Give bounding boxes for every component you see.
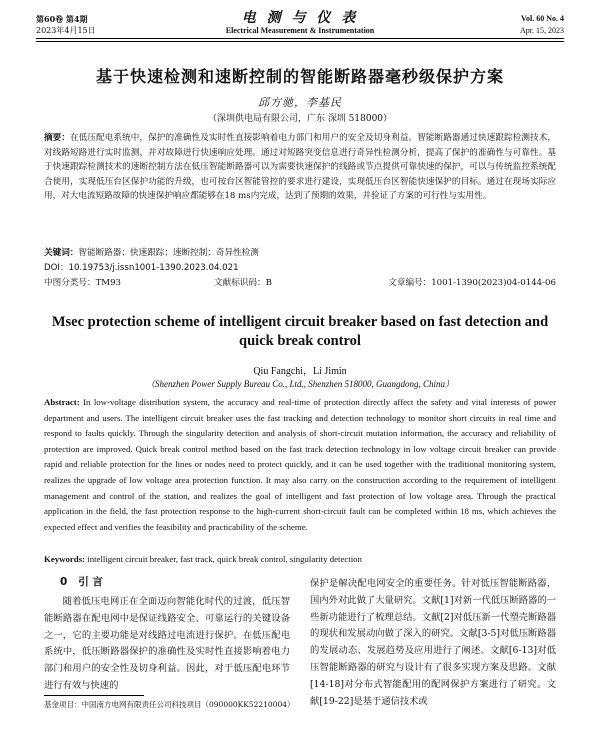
paper-title-cn: 基于快速检测和速断控制的智能断路器毫秒级保护方案 bbox=[95, 67, 504, 86]
footnote-rule bbox=[44, 695, 144, 696]
abstract-en bbox=[44, 395, 556, 535]
abstract-en-text: In low-voltage distribution system, the accuracy and real-time of protection directly affect the safety and vital interests of power department and users. The intelligent circuit breaker uses the fast tracking and detection technology to monitor short circuits in real time and respond to faults quickly. Through the singularity detection and analysis of short-circuit mutation information, the accuracy and reliability of protection are improved. Quick break control method based on the fast track detection technology in low voltage circuit breaker can provide rapid and reliable protection for the lines or nodes need to protect quickly, and it can be used together with the traditional monitoring system, realizes the upgrade of low voltage area protection function. It may also carry on the construction according to the requirement of intelligent management and control of the station, and realizes the goal of intelligent and fast protection of low voltage area. Through the practical application in the field, the fast protection response to the high-current short-circuit fault can be completed within 18 ms, which achieves the expected effect and verifies the feasibility and practicability of the scheme. bbox=[44, 397, 556, 532]
abstract-cn-text: 在低压配电系统中，保护的准确性及实时性直接影响着电力部门和用户的安全及切身利益。智能断路器通过快速跟踪检测技术，对线路短路进行实时监测，并对故障进行快速响应处理。通过对短路突变信息进行奇异性检测分析，提高了保护的准确性与可靠性。基于快速跟踪检测技术的速断控制方法在低压智能断路器可以为需要快速保护的线路或节点提供可靠快速的保护，可以与传统监控系统配合使用，实现低压台区保护功能的升级，也可按台区智能管控的要求进行建设，实现低压台区智能快速保护的目标。通过在现场实际应用，对大电流短路故障的快速保护响应都能够在18 ms内完成，达到了预期的效果，并验证了方案的可行性与实用性。 bbox=[44, 133, 556, 201]
keywords-en bbox=[44, 552, 556, 568]
affiliation-cn: （深圳供电局有限公司，广东 深圳 518000） bbox=[207, 114, 393, 124]
keywords-cn-text: 智能断路器；快速跟踪；速断控制；奇异性检测 bbox=[78, 248, 259, 258]
keywords-en-text: intelligent circuit breaker, fast track, quick break control, singularity detection bbox=[87, 554, 362, 564]
journal-title-cn: 电 测 与 仪 表 bbox=[241, 10, 359, 26]
paper-title-en: Msec protection scheme of intelligent circuit breaker based on fast detection and quick break control bbox=[51, 314, 549, 349]
document-code: 文献标识码：B bbox=[214, 278, 272, 288]
header-volume: 第60卷 第4期 bbox=[36, 14, 88, 24]
body-right-column: 保护是解决配电网安全的重要任务。针对低压智能断路器，国内外对此做了大量研究。文献[1]对新一代低压断路器的一些新功能进行了梳理总结。文献[2]对低压新一代塑壳断路器的现状和发展动向做了深入的研究。文献[3-5]对低压断路器的发展动态、发展趋势及应用进行了阐述。文献[6-13]对低压智能断路器的研究与设计有了很多实现方案及思路。文献[14-18]对分布式智能配用的配网保护方案进行了研究。文献[19-22]是基于通信技术或 bbox=[310, 578, 556, 707]
keywords-cn bbox=[44, 246, 556, 260]
header-rule-bottom bbox=[36, 41, 564, 42]
header-rule-top bbox=[36, 38, 564, 39]
keywords-cn-label: 关键词： bbox=[44, 248, 79, 258]
header-vol-en: Vol. 60 No. 4 bbox=[520, 14, 564, 23]
footnote-funding: 基金项目：中国南方电网有限责任公司科技项目（090000KK52210004） bbox=[44, 700, 295, 709]
abstract-en-label: Abstract: bbox=[44, 397, 80, 407]
header-date: 2023年4月15日 bbox=[36, 26, 96, 35]
body-left-column: 随着低压电网正在全面迈向智能化时代的过渡，低压智能断路器在配电网中是保证线路安全、可靠运行的关键设备之一，它的主要功能是对线路过电流进行保护。在低压配电系统中，低压断路器保护的准确性及实时性直接影响着电力部门和用户的安全性及切身利益。因此，对于低压配电环节进行有效与快速的 bbox=[44, 596, 290, 691]
affiliation-en: （Shenzhen Power Supply Bureau Co., Ltd., Shenzhen 518000, Guangdong, China） bbox=[146, 379, 454, 389]
abstract-cn bbox=[44, 131, 556, 204]
doi: DOI：10.19753/j.issn1001-1390.2023.04.021 bbox=[44, 263, 239, 273]
section-title: 引 言 bbox=[78, 576, 103, 588]
journal-title-en: Electrical Measurement & Instrumentation bbox=[225, 26, 375, 35]
abstract-cn-label: 摘要： bbox=[44, 133, 71, 143]
section-number: 0 bbox=[60, 576, 68, 588]
article-number: 文章编号：1001-1390(2023)04-0144-06 bbox=[388, 278, 556, 288]
clc-number: 中图分类号：TM93 bbox=[44, 278, 122, 288]
authors-en: Qiu Fangchi，Li Jimin bbox=[253, 366, 347, 377]
section-heading bbox=[60, 574, 103, 589]
authors-cn: 邱方驰，李基民 bbox=[258, 96, 342, 109]
header-date-en: Apr. 15, 2023 bbox=[520, 26, 564, 35]
keywords-en-label: Keywords: bbox=[44, 554, 86, 564]
